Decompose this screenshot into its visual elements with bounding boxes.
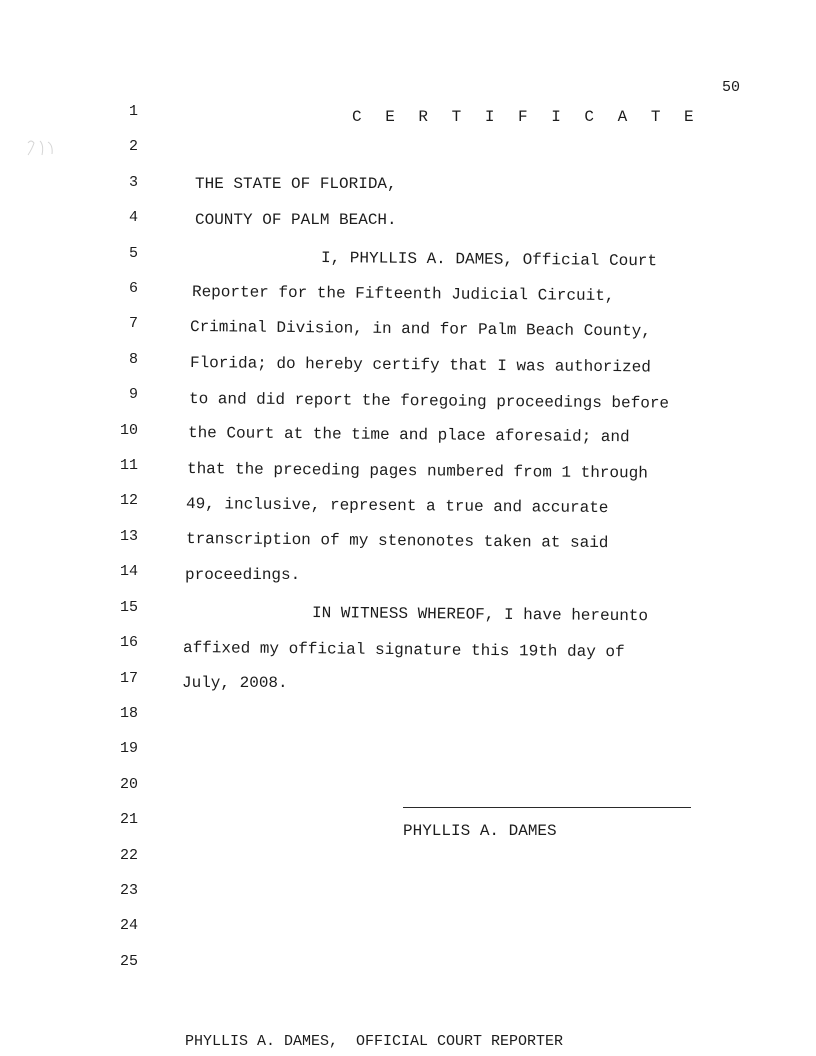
line-number: 17 (119, 670, 138, 687)
line-number: 22 (119, 847, 138, 864)
line-number: 23 (119, 882, 138, 899)
certificate-heading: C E R T I F I C A T E (352, 108, 701, 126)
line-number: 16 (119, 634, 138, 651)
line-number: 13 (119, 528, 138, 545)
transcript-line: affixed my official signature this 19th day of (182, 639, 625, 662)
line-number: 6 (128, 280, 138, 297)
transcript-line: 49, inclusive, represent a true and accurate (185, 495, 609, 518)
transcript-line: I, PHYLLIS A. DAMES, Official Court (320, 249, 658, 271)
page-number: 50 (722, 79, 741, 96)
transcript-line: proceedings. (185, 566, 301, 584)
line-number: 2 (128, 138, 138, 155)
line-number: 24 (119, 917, 138, 934)
line-number: 5 (128, 245, 138, 262)
transcript-line: Reporter for the Fifteenth Judicial Circuit, (191, 283, 615, 306)
scan-smudge-icon (24, 137, 64, 161)
transcript-line: that the preceding pages numbered from 1 through (186, 460, 648, 483)
transcript-line: July, 2008. (182, 674, 288, 692)
line-number: 15 (119, 599, 138, 616)
line-number: 1 (128, 103, 138, 120)
line-number: 20 (119, 776, 138, 793)
signature-line (403, 807, 691, 808)
line-number: 9 (128, 386, 138, 403)
line-number: 19 (119, 740, 138, 757)
line-number: 11 (119, 457, 138, 474)
transcript-line: to and did report the foregoing proceedings before (188, 390, 670, 413)
transcript-line: IN WITNESS WHEREOF, I have hereunto (311, 604, 649, 626)
transcript-line: transcription of my stenonotes taken at said (185, 530, 609, 553)
transcript-line: Florida; do hereby certify that I was authorized (189, 354, 651, 377)
transcript-line: Criminal Division, in and for Palm Beach County, (189, 318, 651, 341)
transcript-line: THE STATE OF FLORIDA, (195, 175, 397, 193)
transcript-line: COUNTY OF PALM BEACH. (195, 211, 397, 229)
transcript-line: the Court at the time and place aforesaid; and (187, 424, 630, 447)
line-number: 4 (128, 209, 138, 226)
line-number: 12 (119, 492, 138, 509)
line-number: 7 (128, 315, 138, 332)
line-number: 25 (119, 953, 138, 970)
line-number: 18 (119, 705, 138, 722)
signer-name: PHYLLIS A. DAMES (403, 822, 557, 840)
line-number: 14 (119, 563, 138, 580)
line-number: 8 (128, 351, 138, 368)
line-number: 3 (128, 174, 138, 191)
line-number: 10 (119, 422, 138, 439)
page-footer: PHYLLIS A. DAMES, OFFICIAL COURT REPORTER (185, 1033, 564, 1050)
line-number: 21 (119, 811, 138, 828)
